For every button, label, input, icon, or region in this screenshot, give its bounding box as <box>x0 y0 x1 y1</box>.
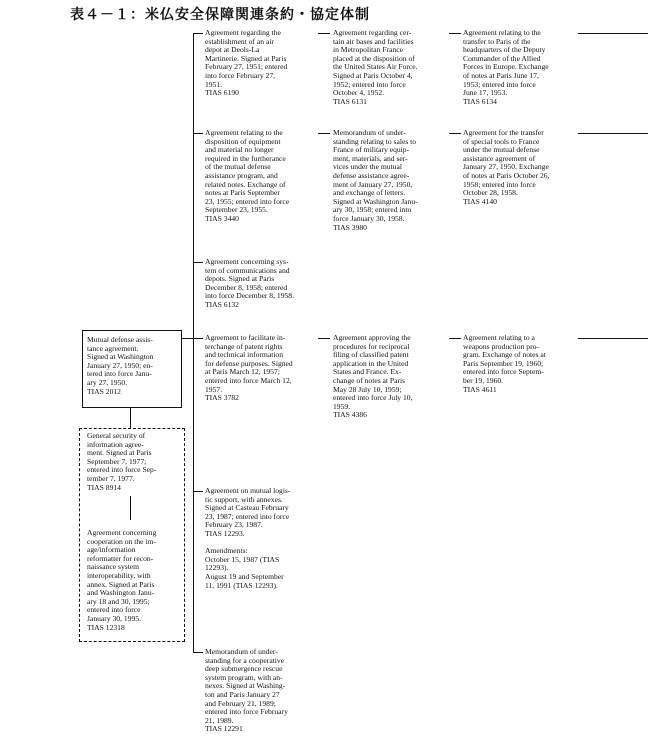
branch-line-2 <box>193 133 203 134</box>
col3-item-1: Agreement regarding cer- tain air bases and facilities in Metropolitan France placed at the disposition of the United States Air Force. Signed at Paris October 4, 1952; entered into force October 4, 1952. TIAS 6131 <box>333 28 418 106</box>
row2-dash-a <box>318 133 330 134</box>
reformatter-agreement: Agreement concerning cooperation on the im- age/information reformatter for recon- naissance system interoperability, with annex. Signed at Paris and Washington Janu- ary 18 and 30, 1995; entered into force January 30, 1995. TIAS 12318 <box>87 528 157 632</box>
row2-dash-c <box>578 133 648 134</box>
branch-line-5 <box>193 491 203 492</box>
root-agreement-text: Mutual defense assis- tance agreement. Signed at Washington January 27, 1950; en- tered into force Janu- ary 27, 1950. TIAS 2012 <box>87 335 154 396</box>
col4-item-2: Agreement for the transfer of special tools to France under the mutual defense assistance agreement of January 27, 1950. Exchange of notes at Paris October 26, 1958; entered into force October 28, 1958. TIAS 4140 <box>463 128 550 206</box>
col2-item-4: Agreement to facilitate in- terchange of patent rights and technical information for defense purposes. Signed at Paris March 12, 1957; entered into force March 12, 1957. TIAS 3782 <box>205 333 293 403</box>
group-inner-line <box>130 496 131 520</box>
trunk-line <box>193 33 194 653</box>
row4-dash-a <box>318 338 330 339</box>
col2-item-1: Agreement regarding the establishment of an air depot at Deols-La Martinerie. Signed at Paris February 27, 1951; entered into force February 27, 1951. TIAS 6190 <box>205 28 288 98</box>
col3-item-3: Agreement approving the procedures for reciprocal filing of classified patent application in the United States and France. Ex- change of notes at Paris May 28 July 10, 1959; entered into force July 10, 1959. TIAS 4386 <box>333 333 413 420</box>
page-title: 表４－１：米仏安全保障関連条約・協定体制 <box>70 7 370 23</box>
branch-line-4 <box>193 338 203 339</box>
row1-dash-b <box>449 33 461 34</box>
row1-dash-c <box>578 33 648 34</box>
row2-dash-b <box>449 133 461 134</box>
row4-dash-b <box>449 338 461 339</box>
root-to-group-line <box>130 407 131 428</box>
col4-item-3: Agreement relating to a weapons production pro- gram. Exchange of notes at Paris September 19, 1960; entered into force Septem- ber 19, 1960. TIAS 4611 <box>463 333 546 394</box>
col4-item-1: Agreement relating to the transfer to Paris of the headquarters of the Deputy Commander of the Allied Forces in Europe. Exchange of notes at Paris June 17, 1953; entered into force June 17, 1953. TIAS 6134 <box>463 28 549 106</box>
col2-item-2: Agreement relating to the disposition of equipment and material no longer required in the furtherance of the mutual defense assistance program, and related notes. Exchange of notes at Paris September 23, 1955; entered into force September 23, 1955. TIAS 3440 <box>205 128 290 223</box>
root-agreement-box <box>82 330 182 408</box>
security-info-agreement: General security of information agree- ment. Signed at Paris September 7, 1977; entered into force Sep- tember 7, 1977. TIAS 8914 <box>87 431 157 492</box>
row1-dash-a <box>318 33 330 34</box>
branch-line-6 <box>193 652 203 653</box>
col2-item-3: Agreement concerning sys- tem of communications and depots. Signed at Paris December 8, 1958; entered into force December 8, 1958. TIAS 6132 <box>205 257 294 309</box>
col2-item-5: Agreement on mutual logis- tic support, with annexes. Signed at Casteau February 23, 1987; entered into force February 23, 1987. TIAS 12293. Amendments: October 15, 1987 (TIAS 12293). August 19 and September 11, 1991 (TIAS 12293). <box>205 486 291 590</box>
col3-item-2: Memorandum of under- standing relating to sales to France of military equip- ment, materials, and ser- vices under the mutual defense assistance agree- ment of January 27, 1950, and exchange of letters. Signed at Washington Janu- ary 30, 1958; entered into force January 30, 1958. TIAS 3980 <box>333 128 418 232</box>
row4-dash-c <box>578 338 648 339</box>
branch-line-1 <box>193 33 203 34</box>
col2-item-6: Memorandum of under- standing for a cooperative deep submergence rescue system program, with an- nexes. Signed at Washing- ton and Paris January 27 and February 21, 1989; entered into force February 21, 1989. TIAS 12291 <box>205 647 288 734</box>
branch-line-3 <box>193 262 203 263</box>
